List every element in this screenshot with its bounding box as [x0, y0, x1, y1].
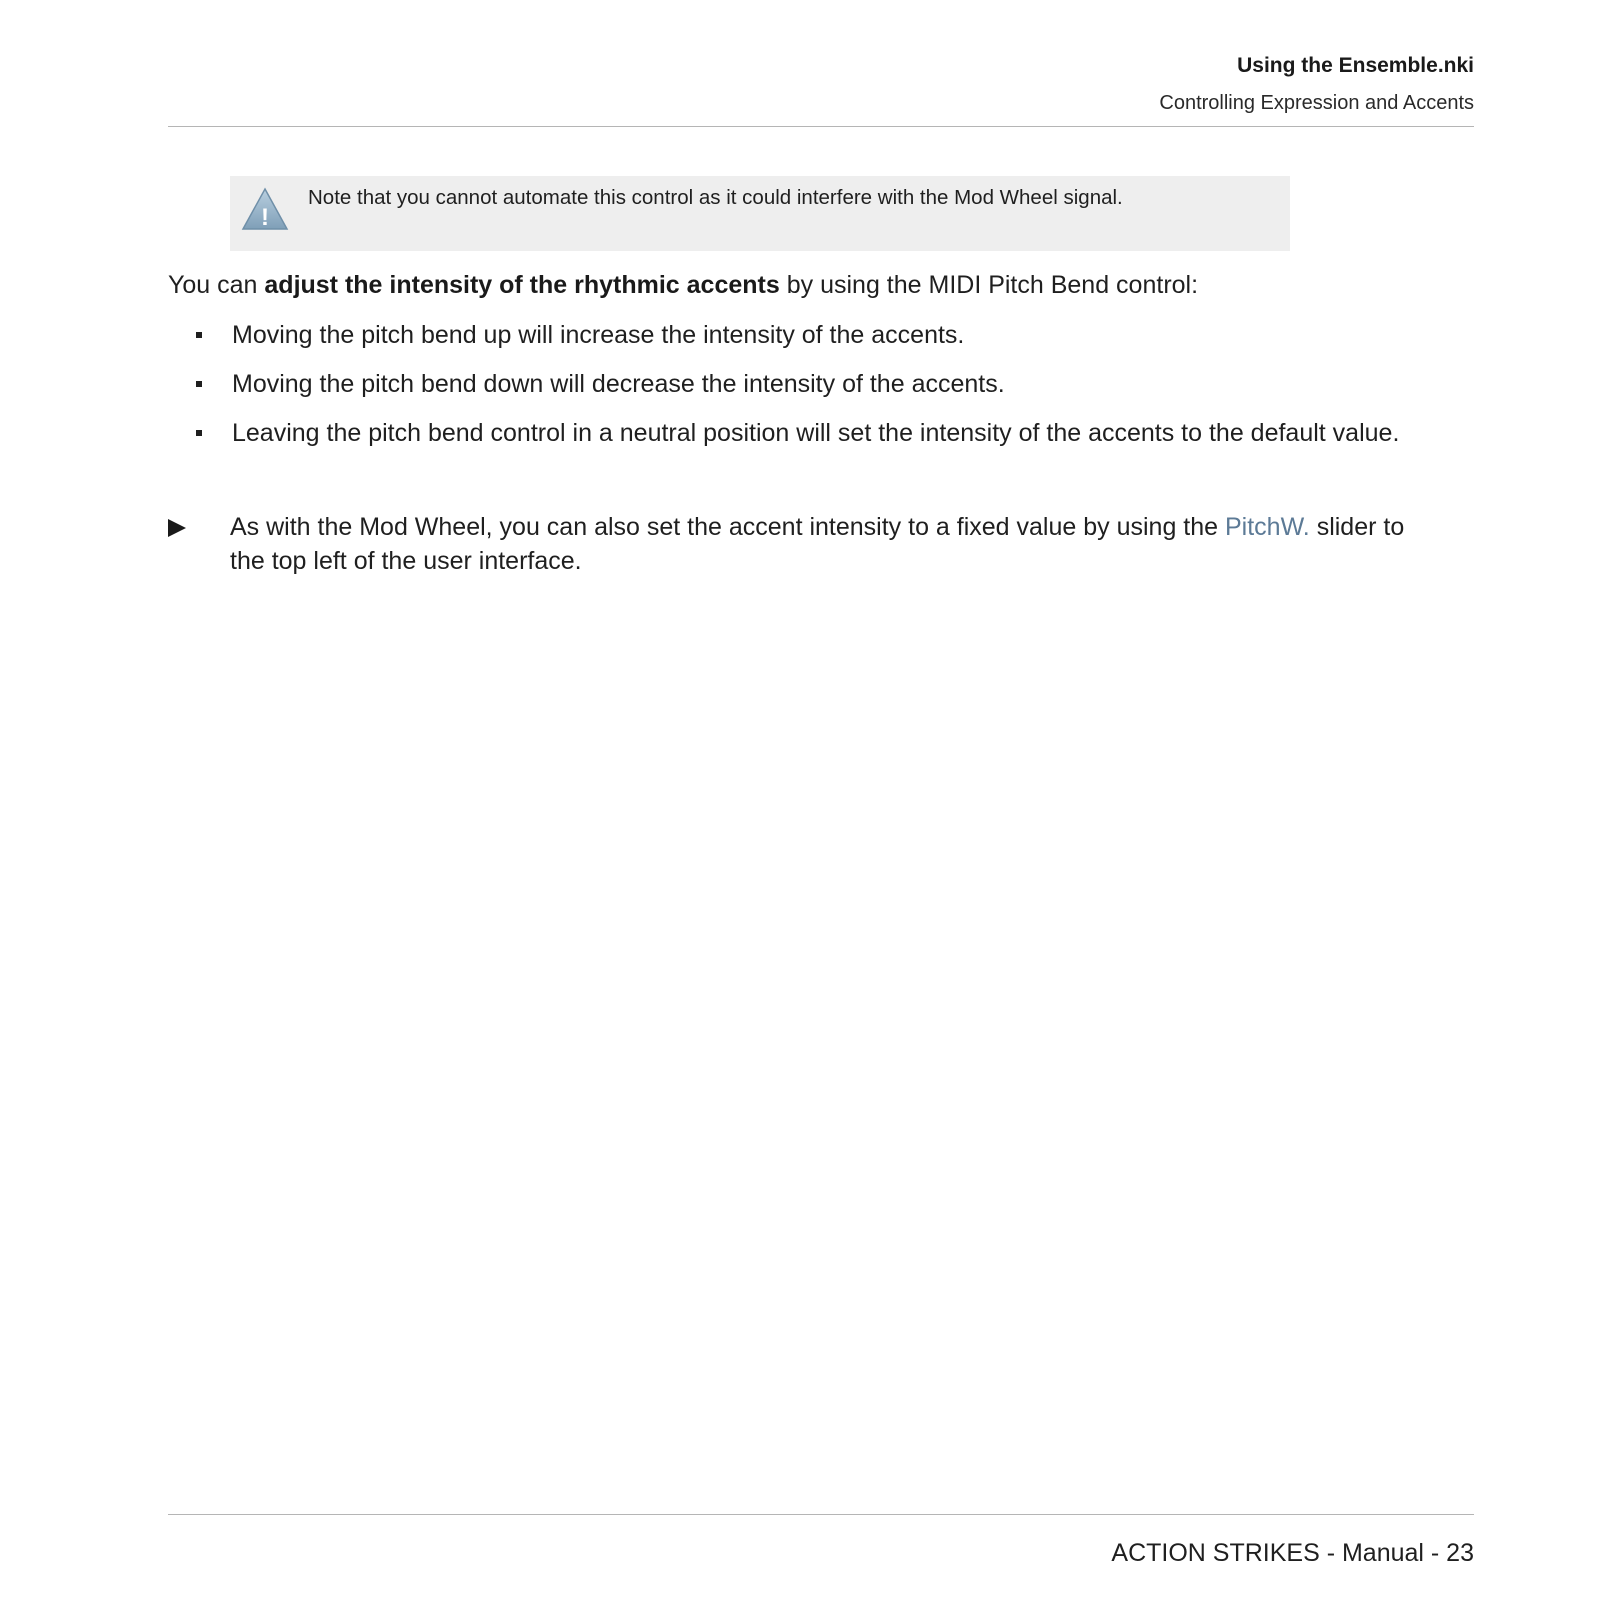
bullet-marker: [196, 381, 202, 387]
section-title: Controlling Expression and Accents: [1159, 92, 1474, 114]
instruction-step: [168, 510, 1408, 578]
list-item: [168, 367, 1408, 401]
intro-text-after: by using the MIDI Pitch Bend control:: [779, 271, 1199, 299]
page-footer: ACTION STRIKES - Manual - 23: [1111, 1539, 1474, 1567]
page-header: [168, 52, 1474, 116]
arrow-right-icon: [168, 519, 186, 537]
list-item: [168, 416, 1408, 450]
bullet-marker: [196, 430, 202, 436]
chapter-title: Using the Ensemble.nki: [1237, 54, 1474, 77]
ui-reference-pitchw: PitchW.: [1225, 513, 1310, 541]
bullet-list: [168, 318, 1408, 465]
header-divider: [168, 126, 1474, 127]
list-item-text: Leaving the pitch bend control in a neutral position will set the intensity of the accents to the default value.: [232, 419, 1400, 447]
warning-icon: [240, 186, 290, 232]
bullet-marker: [196, 332, 202, 338]
footer-divider: [168, 1514, 1474, 1515]
instruction-text-after: slider to the top left of the user interface.: [230, 513, 1405, 575]
instruction-text: [168, 510, 1408, 578]
list-item-text: Moving the pitch bend down will decrease the intensity of the accents.: [232, 370, 1005, 398]
intro-paragraph: [168, 268, 1198, 302]
intro-text-before: You can: [168, 271, 265, 299]
warning-icon-glyph: !: [261, 204, 269, 231]
list-item: [168, 318, 1408, 352]
intro-emphasis: adjust the intensity of the rhythmic accents: [264, 271, 780, 299]
note-box: [230, 176, 1290, 251]
note-text: Note that you cannot automate this control as it could interfere with the Mod Wheel signal.: [308, 186, 1123, 209]
instruction-text-before: As with the Mod Wheel, you can also set the accent intensity to a fixed value by using the: [230, 513, 1225, 541]
list-item-text: Moving the pitch bend up will increase the intensity of the accents.: [232, 321, 965, 349]
